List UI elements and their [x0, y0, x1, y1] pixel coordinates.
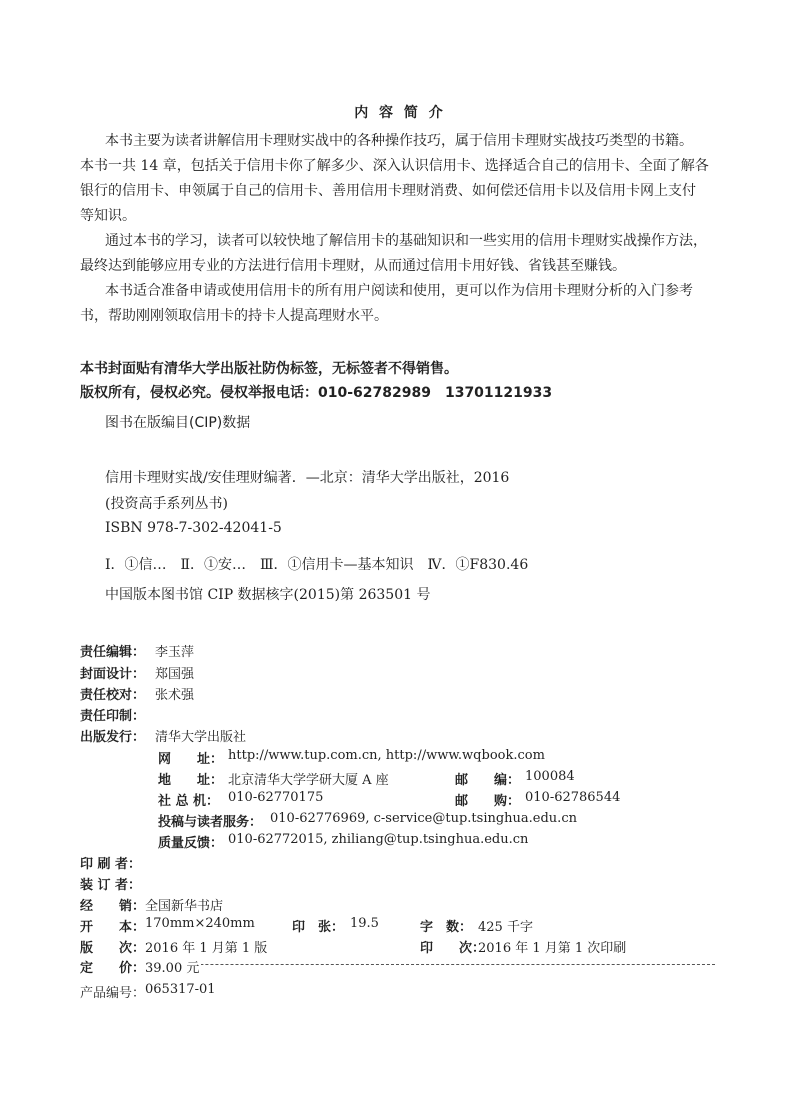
publisher-label: 出版发行： [80, 730, 146, 745]
address-value: 北京清华大学学研大厦 A 座 [228, 773, 389, 788]
address-label: 地 址： [158, 773, 224, 788]
price-value: 39.00 元 [145, 957, 201, 976]
distributor-label: 经 销： [80, 899, 146, 914]
format-label: 开 本： [80, 920, 146, 935]
summary-line-1: 本书主要为读者讲解信用卡理财实战中的各种操作技巧，属于信用卡理财实战技巧类型的书籍。 [105, 133, 693, 149]
printing-value: 2016 年 1 月第 1 次印刷 [478, 941, 627, 956]
cover-design-label: 封面设计： [80, 667, 146, 682]
postcode-value: 100084 [525, 769, 575, 784]
summary-line-5: 通过本书的学习，读者可以较快地了解信用卡的基础知识和一些实用的信用卡理财实战操作方法， [105, 233, 707, 249]
cover-design-value: 郑国强 [155, 667, 195, 682]
summary-line-7: 本书适合准备申请或使用信用卡的所有用户阅读和使用，更可以作为信用卡理财分析的入门参考 [105, 283, 693, 299]
reader-service-value: 010-62776969, c-service@tup.tsinghua.edu.cn [270, 811, 577, 826]
proofreader-label: 责任校对： [80, 688, 146, 703]
cip-record: 中国版本图书馆 CIP 数据核字(2015)第 263501 号 [105, 587, 431, 603]
cip-subjects: Ⅰ．①信… Ⅱ．①安… Ⅲ．①信用卡—基本知识 Ⅳ．①F830.46 [105, 557, 529, 573]
price-label: 定 价： [80, 957, 147, 976]
quality-feedback-label: 质量反馈： [158, 836, 224, 851]
cip-entry: 信用卡理财实战/安佳理财编著．—北京：清华大学出版社，2016 [105, 470, 510, 486]
word-count-label: 字 数： [420, 920, 473, 935]
print-manager-label: 责任印制： [80, 709, 146, 724]
edition-label: 版 次： [80, 941, 146, 956]
edition-value: 2016 年 1 月第 1 版 [145, 941, 268, 956]
format-value: 170mm×240mm [145, 916, 255, 931]
publisher-value: 清华大学出版社 [155, 730, 247, 745]
printer-label: 印 刷 者： [80, 857, 142, 872]
summary-line-4: 等知识。 [80, 208, 136, 224]
postcode-label: 邮 编： [455, 773, 521, 788]
cip-heading: 图书在版编目(CIP)数据 [105, 415, 251, 431]
summary-line-3: 银行的信用卡、申领属于自己的信用卡、善用信用卡理财消费、如何偿还信用卡以及信用卡网上支付 [80, 183, 696, 199]
summary-line-8: 书，帮助刚刚领取信用卡的持卡人提高理财水平。 [80, 308, 388, 324]
summary-title: 内 容 简 介 [354, 105, 446, 121]
mail-order-label: 邮 购： [455, 794, 521, 809]
binder-label: 装 订 者： [80, 878, 142, 893]
reader-service-label: 投稿与读者服务： [158, 815, 263, 830]
summary-line-2: 本书一共 14 章，包括关于信用卡你了解多少、深入认识信用卡、选择适合自己的信用卡、全面了解各 [80, 158, 709, 174]
proofreader-value: 张术强 [155, 688, 195, 703]
switchboard-value: 010-62770175 [228, 790, 324, 805]
website-value: http://www.tup.com.cn, http://www.wqbook.com [228, 748, 545, 763]
editor-value: 李玉萍 [155, 645, 195, 660]
quality-feedback-value: 010-62772015, zhiliang@tup.tsinghua.edu.cn [228, 832, 529, 847]
word-count-value: 425 千字 [478, 920, 533, 935]
editor-label: 责任编辑： [80, 645, 146, 660]
printing-label: 印 次： [420, 941, 486, 956]
distributor-value: 全国新华书店 [145, 899, 224, 914]
cip-isbn: ISBN 978-7-302-42041-5 [105, 520, 282, 536]
anti-counterfeit-notice: 本书封面贴有清华大学出版社防伪标签，无标签者不得销售。 [80, 361, 458, 377]
copyright-notice: 版权所有，侵权必究。侵权举报电话：010-62782989 13701121933 [80, 385, 553, 401]
summary-line-6: 最终达到能够应用专业的方法进行信用卡理财，从而通过信用卡用好钱、省钱甚至赚钱。 [80, 258, 626, 274]
sheets-label: 印 张： [292, 920, 345, 935]
product-code-label: 产品编号： [80, 986, 146, 1001]
website-label: 网 址： [158, 752, 224, 767]
cip-series: (投资高手系列丛书) [105, 496, 228, 512]
product-code-value: 065317-01 [145, 982, 216, 997]
mail-order-value: 010-62786544 [525, 790, 621, 805]
switchboard-label: 社 总 机： [158, 794, 220, 809]
sheets-value: 19.5 [350, 916, 379, 931]
